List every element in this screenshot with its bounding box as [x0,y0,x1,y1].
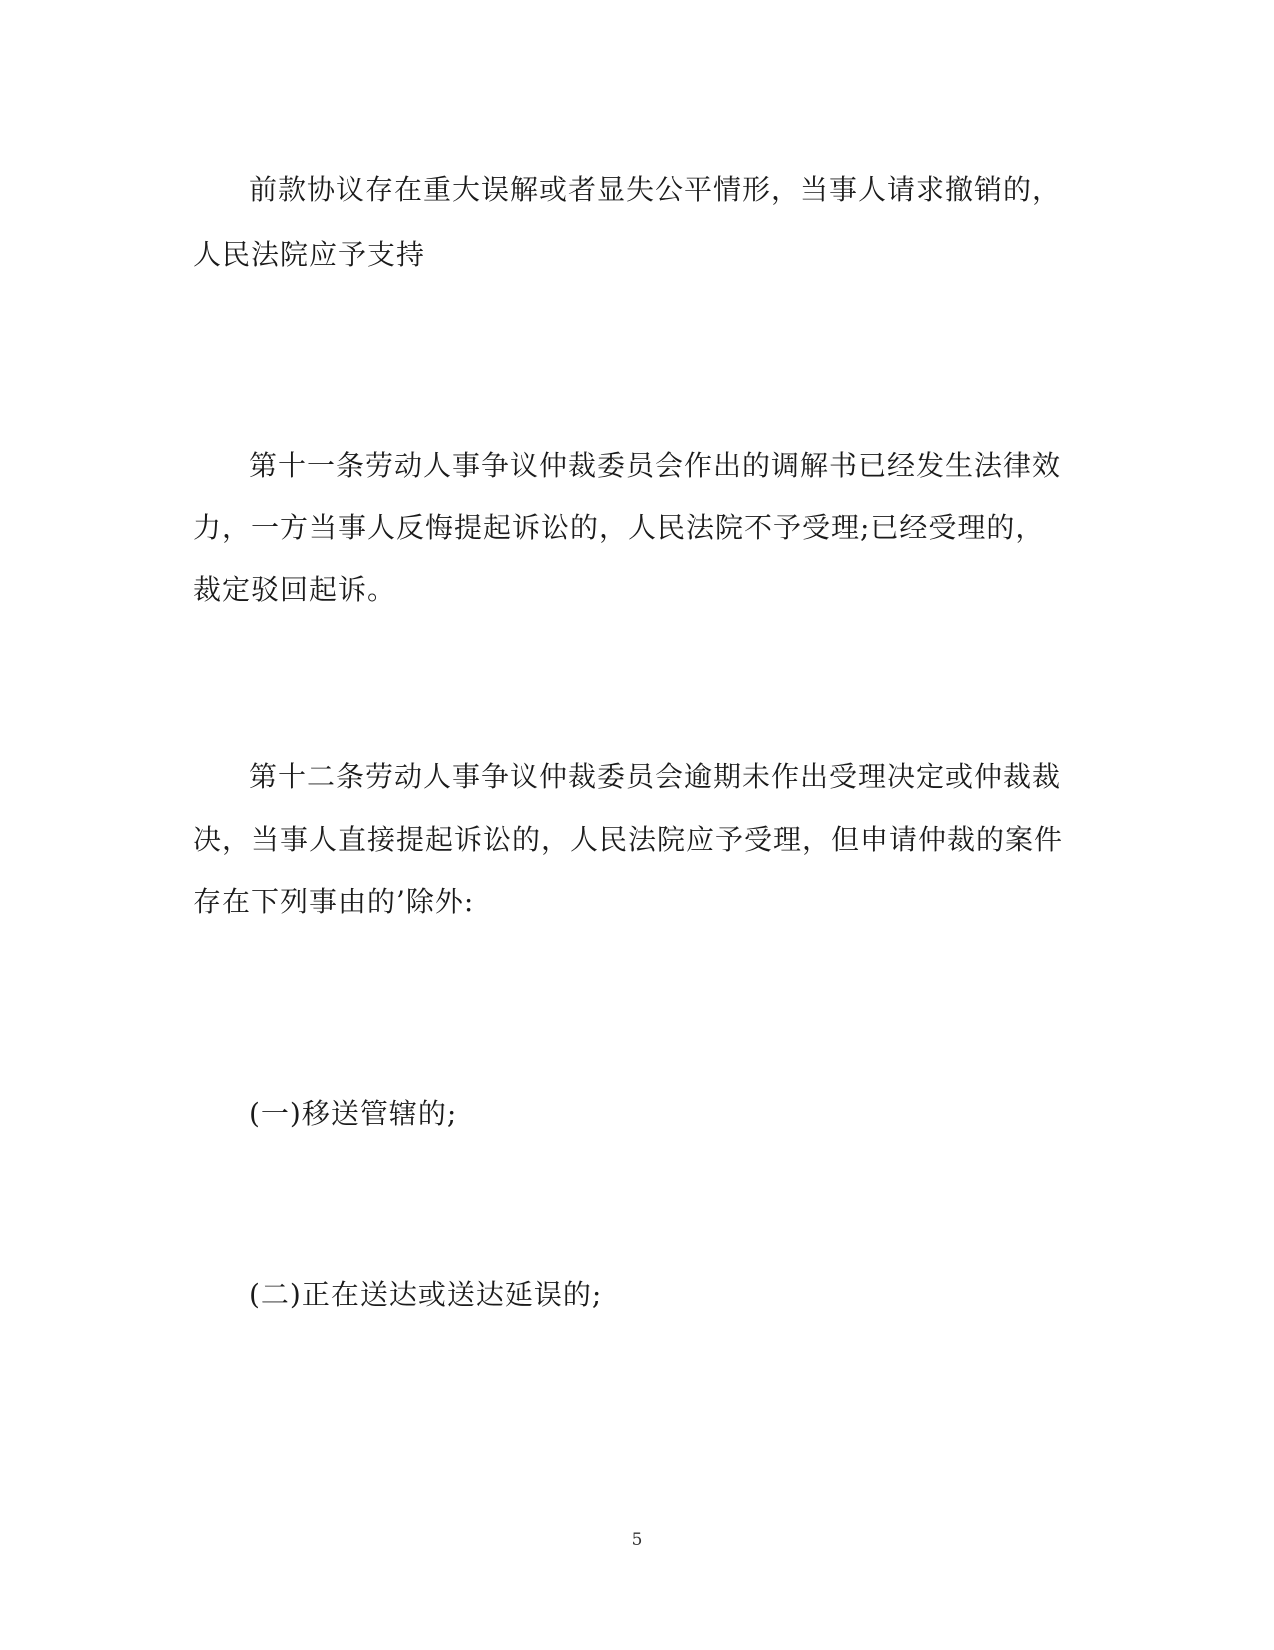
article-12-line-3: 存在下列事由的’除外: [193,885,475,918]
article-12-line-2: 决，当事人直接提起诉讼的，人民法院应予受理，但申请仲裁的案件 [193,823,1064,856]
list-item-2: (二)正在送达或送达延误的; [249,1278,603,1311]
article-12-line-1: 第十二条劳动人事争议仲裁委员会逾期未作出受理决定或仲裁裁 [249,760,1062,793]
list-item-1: (一)移送管辖的; [249,1097,458,1130]
article-11-line-2: 力，一方当事人反悔提起诉讼的，人民法院不予受理;已经受理的， [193,511,1045,544]
article-11-line-3: 裁定驳回起诉。 [193,573,397,606]
article-11-line-1: 第十一条劳动人事争议仲裁委员会作出的调解书已经发生法律效 [249,449,1062,482]
paragraph-1-line-1: 前款协议存在重大误解或者显失公平情形，当事人请求撤销的， [249,173,1062,206]
paragraph-1-line-2: 人民法院应予支持 [193,238,426,271]
page-number: 5 [631,1530,643,1550]
